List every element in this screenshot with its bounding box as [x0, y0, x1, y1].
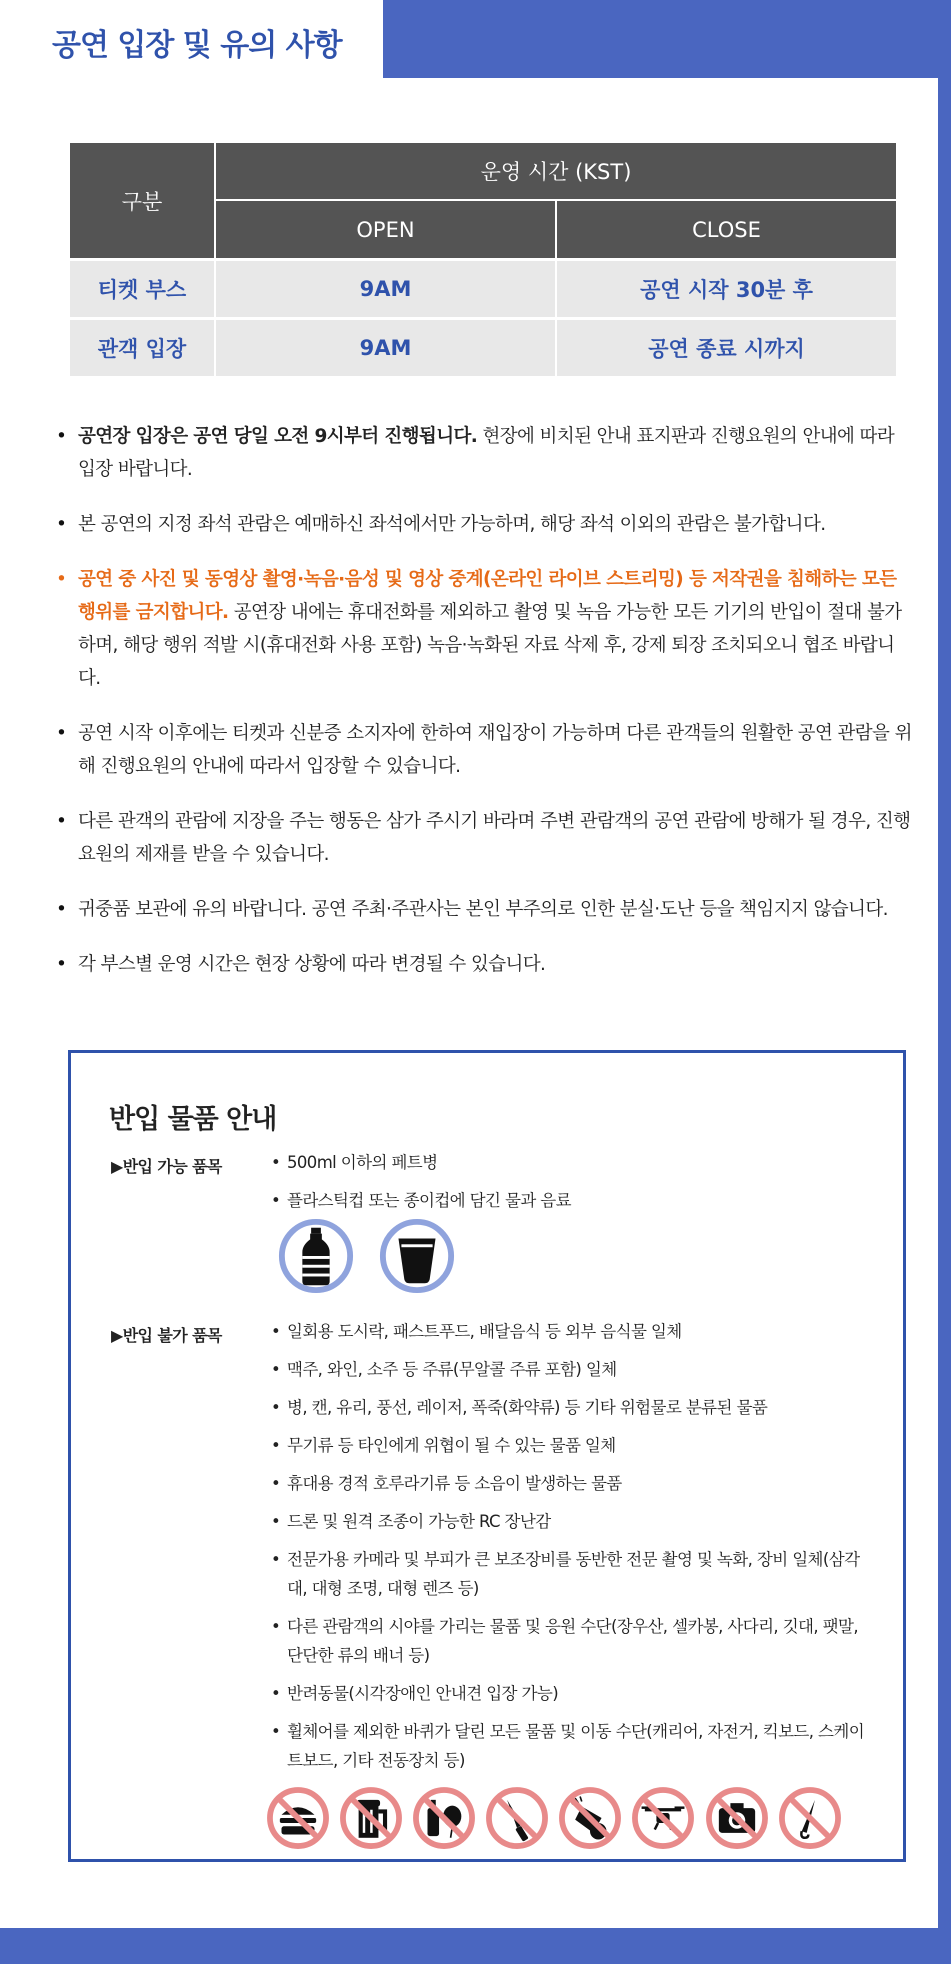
banned-item: • 전문가용 카메라 및 부피가 큰 보조장비를 동반한 전문 촬영 및 녹화, 장비 일체(삼각대, 대형 조명, 대형 렌즈 등)	[269, 1545, 869, 1603]
notice-text: 공연장 내에는 휴대전화를 제외하고 촬영 및 녹음 가능한 모든 기기의 반입이 절대 불가하며, 해당 행위 적발 시(휴대전화 사용 포함) 녹음·녹화된 자료 삭제 후, 강제 퇴장 조치되오니 협조 바랍니다.	[78, 602, 902, 689]
allowed-item: • 플라스틱컵 또는 종이컵에 담긴 물과 음료	[269, 1186, 869, 1215]
no-horn-icon	[557, 1785, 623, 1851]
notice-text: 각 부스별 운영 시간은 현장 상황에 따라 변경될 수 있습니다.	[78, 954, 546, 975]
banned-item: • 다른 관람객의 시야를 가리는 물품 및 응원 수단(장우산, 셀카봉, 사다리, 깃대, 팻말, 단단한 류의 배너 등)	[269, 1612, 869, 1670]
allowed-label: ▶반입 가능 품목	[111, 1157, 222, 1176]
operating-hours-table	[70, 143, 896, 376]
notice-item	[54, 805, 912, 871]
no-camera-icon	[704, 1785, 770, 1851]
row-category: 티켓 부스	[70, 258, 214, 317]
no-drone-icon	[630, 1785, 696, 1851]
banned-label: ▶반입 불가 품목	[111, 1326, 222, 1345]
table-row	[70, 258, 896, 317]
table-row	[70, 317, 896, 376]
notice-text: 다른 관객의 관람에 지장을 주는 행동은 삼가 주시기 바라며 주변 관람객의 공연 관람에 방해가 될 경우, 진행 요원의 제재를 받을 수 있습니다.	[78, 811, 911, 865]
header-tab	[0, 0, 355, 78]
close-header: CLOSE	[555, 201, 896, 258]
items-guide-box	[68, 1050, 906, 1862]
notice-item	[54, 508, 912, 541]
row-close: 공연 종료 시까지	[555, 317, 896, 376]
row-close: 공연 시작 30분 후	[555, 258, 896, 317]
row-category: 관객 입장	[70, 317, 214, 376]
allowed-list	[269, 1148, 869, 1224]
notice-text: 본 공연의 지정 좌석 관람은 예매하신 좌석에서만 가능하며, 해당 좌석 이외의 관람은 불가합니다.	[78, 514, 826, 535]
banned-item: • 일회용 도시락, 패스트푸드, 배달음식 등 외부 음식물 일체	[269, 1317, 869, 1346]
allowed-item: • 500ml 이하의 페트병	[269, 1148, 869, 1177]
no-food-icon	[265, 1785, 331, 1851]
notice-text: 귀중품 보관에 유의 바랍니다. 공연 주최·주관사는 본인 부주의로 인한 분실·도난 등을 책임지지 않습니다.	[78, 899, 888, 920]
header-band	[383, 0, 951, 78]
banned-item: • 무기류 등 타인에게 위협이 될 수 있는 물품 일체	[269, 1431, 869, 1460]
notice-item	[54, 717, 912, 783]
notice-item	[54, 893, 912, 926]
category-header: 구분	[70, 143, 214, 258]
open-header: OPEN	[214, 201, 555, 258]
notice-item-warning	[54, 563, 912, 695]
banned-item: • 병, 캔, 유리, 풍선, 레이저, 폭죽(화약류) 등 기타 위험물로 분류된 물품	[269, 1393, 869, 1422]
row-open: 9AM	[214, 258, 555, 317]
time-header: 운영 시간 (KST)	[214, 143, 896, 201]
cup-icon	[378, 1217, 456, 1295]
notice-highlight: 공연 중 사진 및 동영상 촬영·녹음·음성 및 영상 중계(온라인 라이브 스트리밍) 등 저작권을 침해하는 모든 행위를 금지합니다.	[78, 569, 897, 623]
header-tab-slant	[355, 0, 383, 78]
banned-list	[269, 1317, 869, 1784]
page-title: 공연 입장 및 유의 사항	[52, 28, 342, 63]
allowed-icons	[277, 1217, 456, 1295]
plastic-bottle-icon	[277, 1217, 355, 1295]
notice-text: 현장에 비치된 안내 표지판과 진행요원의 안내에 따라 입장 바랍니다.	[78, 426, 895, 480]
no-umbrella-icon	[777, 1785, 843, 1851]
notice-item	[54, 948, 912, 981]
banned-item: • 휠체어를 제외한 바퀴가 달린 모든 물품 및 이동 수단(캐리어, 자전거, 킥보드, 스케이트보드, 기타 전동장치 등)	[269, 1717, 869, 1775]
row-open: 9AM	[214, 317, 555, 376]
no-knife-icon	[484, 1785, 550, 1851]
guide-title: 반입 물품 안내	[109, 1104, 277, 1135]
banned-item: • 드론 및 원격 조종이 가능한 RC 장난감	[269, 1507, 869, 1536]
banned-item: • 반려동물(시각장애인 안내견 입장 가능)	[269, 1679, 869, 1708]
banned-icons	[265, 1785, 843, 1851]
no-beer-icon	[338, 1785, 404, 1851]
no-bottle-balloon-icon	[411, 1785, 477, 1851]
notice-text: 공연 시작 이후에는 티켓과 신분증 소지자에 한하여 재입장이 가능하며 다른 관객들의 원활한 공연 관람을 위해 진행요원의 안내에 따라서 입장할 수 있습니다.	[78, 723, 912, 777]
notice-item	[54, 420, 912, 486]
banned-item: • 휴대용 경적 호루라기류 등 소음이 발생하는 물품	[269, 1469, 869, 1498]
banned-item: • 맥주, 와인, 소주 등 주류(무알콜 주류 포함) 일체	[269, 1355, 869, 1384]
notice-bold: 공연장 입장은 공연 당일 오전 9시부터 진행됩니다.	[78, 426, 478, 447]
notice-list	[54, 420, 912, 1003]
